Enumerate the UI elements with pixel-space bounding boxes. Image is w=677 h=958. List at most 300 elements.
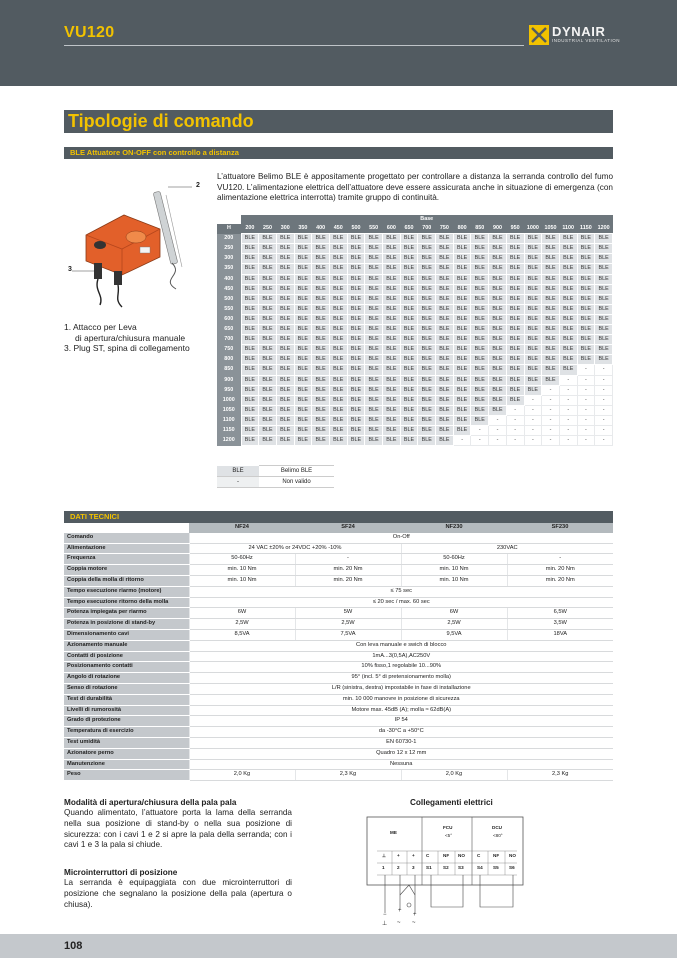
compat-cell-ble: BLE bbox=[241, 405, 259, 415]
tech-value: 6W bbox=[189, 608, 295, 619]
tech-value: da -30°C a +50°C bbox=[189, 727, 613, 738]
compat-cell-invalid: - bbox=[559, 425, 577, 435]
tech-row-label: Potenza impiegata per riarmo bbox=[64, 608, 189, 619]
compat-cell-ble: BLE bbox=[365, 274, 383, 284]
compat-cell-ble: BLE bbox=[559, 335, 577, 345]
compat-cell-ble: BLE bbox=[400, 395, 418, 405]
compat-cell-invalid: - bbox=[542, 436, 560, 446]
compat-cell-ble: BLE bbox=[241, 375, 259, 385]
h-row-header: 850 bbox=[217, 365, 241, 375]
compat-cell-ble: BLE bbox=[276, 365, 294, 375]
legend-desc-ble: Belimo BLE bbox=[259, 466, 334, 477]
compat-cell-ble: BLE bbox=[312, 264, 330, 274]
subsection-title: BLE Attuatore ON-OFF con controllo a distanza bbox=[70, 148, 239, 157]
tech-row bbox=[64, 554, 613, 565]
compat-cell-ble: BLE bbox=[559, 345, 577, 355]
compat-cell-ble: BLE bbox=[294, 234, 312, 244]
compat-cell-ble: BLE bbox=[559, 325, 577, 335]
compat-cell-ble: BLE bbox=[489, 335, 507, 345]
callout-3: 3 bbox=[68, 266, 72, 273]
compat-cell-invalid: - bbox=[506, 425, 524, 435]
supply-bottom-ac1: ~ bbox=[397, 920, 401, 926]
compat-cell-ble: BLE bbox=[453, 234, 471, 244]
compat-cell-ble: BLE bbox=[365, 365, 383, 375]
h-row-header: 200 bbox=[217, 234, 241, 244]
compat-cell-ble: BLE bbox=[365, 284, 383, 294]
compat-cell-ble: BLE bbox=[347, 254, 365, 264]
compat-cell-invalid: - bbox=[595, 415, 613, 425]
compat-cell-ble: BLE bbox=[241, 304, 259, 314]
compat-cell-ble: BLE bbox=[383, 314, 401, 324]
compat-cell-ble: BLE bbox=[436, 415, 454, 425]
tech-value: 2,5W bbox=[189, 619, 295, 630]
tech-value: min. 20 Nm bbox=[507, 575, 613, 586]
compat-cell-ble: BLE bbox=[400, 284, 418, 294]
h-row-header: 1200 bbox=[217, 436, 241, 446]
compat-cell-ble: BLE bbox=[383, 365, 401, 375]
tech-value: EN 60730-1 bbox=[189, 737, 613, 748]
compat-cell-ble: BLE bbox=[276, 234, 294, 244]
wiring-sign: C bbox=[426, 853, 430, 858]
compat-cell-invalid: - bbox=[542, 405, 560, 415]
compat-cell-ble: BLE bbox=[241, 294, 259, 304]
compat-cell-ble: BLE bbox=[436, 294, 454, 304]
compat-cell-ble: BLE bbox=[542, 355, 560, 365]
compat-cell-ble: BLE bbox=[276, 385, 294, 395]
compat-cell-ble: BLE bbox=[276, 415, 294, 425]
compat-cell-ble: BLE bbox=[471, 294, 489, 304]
compat-cell-ble: BLE bbox=[312, 274, 330, 284]
compat-cell-invalid: - bbox=[542, 425, 560, 435]
h-row-header: 250 bbox=[217, 244, 241, 254]
compat-cell-ble: BLE bbox=[400, 415, 418, 425]
tech-value: min. 10 Nm bbox=[401, 575, 507, 586]
tech-row-label: Peso bbox=[64, 770, 189, 781]
h-row-header: 600 bbox=[217, 314, 241, 324]
compat-cell-ble: BLE bbox=[241, 284, 259, 294]
compat-cell-ble: BLE bbox=[418, 395, 436, 405]
compat-cell-invalid: - bbox=[577, 375, 595, 385]
tech-value: 230VAC bbox=[401, 543, 613, 554]
tech-value: L/R (sinistra, destra) impostabile in fase di installazione bbox=[189, 683, 613, 694]
compat-cell-ble: BLE bbox=[329, 274, 347, 284]
wiring-block-me: ME bbox=[390, 830, 397, 835]
compat-cell-ble: BLE bbox=[418, 264, 436, 274]
wiring-block-dcu-sub: <80° bbox=[493, 833, 503, 838]
compat-cell-ble: BLE bbox=[259, 325, 277, 335]
tech-row-label: Coppia motore bbox=[64, 565, 189, 576]
compat-cell-ble: BLE bbox=[453, 244, 471, 254]
tech-row bbox=[64, 759, 613, 770]
compat-cell-ble: BLE bbox=[400, 335, 418, 345]
compat-cell-ble: BLE bbox=[294, 325, 312, 335]
compat-cell-invalid: - bbox=[577, 415, 595, 425]
compat-cell-ble: BLE bbox=[506, 294, 524, 304]
tech-value: 9,5VA bbox=[401, 629, 507, 640]
compat-cell-ble: BLE bbox=[259, 294, 277, 304]
tech-col-header: NF24 bbox=[189, 523, 295, 533]
compat-cell-ble: BLE bbox=[383, 395, 401, 405]
wiring-terminal: S2 bbox=[443, 865, 449, 870]
compat-cell-ble: BLE bbox=[294, 264, 312, 274]
compat-cell-ble: BLE bbox=[506, 355, 524, 365]
tech-row bbox=[64, 619, 613, 630]
compat-row bbox=[217, 375, 613, 385]
compat-cell-ble: BLE bbox=[276, 274, 294, 284]
compat-cell-ble: BLE bbox=[489, 244, 507, 254]
compat-cell-ble: BLE bbox=[365, 294, 383, 304]
modalita-text: Quando alimentato, l’attuatore porta la lama della serranda nella sua posizione di stand-by o nella sua posizione di sicurezza: con i cavi 1 e 2 si apre la pala della serranda; con i cavi 1 e 3 la pala si chiude. bbox=[64, 808, 292, 850]
compat-row bbox=[217, 284, 613, 294]
base-col-header: 700 bbox=[418, 224, 436, 234]
h-row-header: 550 bbox=[217, 304, 241, 314]
compat-cell-ble: BLE bbox=[241, 325, 259, 335]
compat-cell-ble: BLE bbox=[418, 385, 436, 395]
compat-cell-invalid: - bbox=[595, 385, 613, 395]
tech-value: min. 20 Nm bbox=[507, 565, 613, 576]
compat-cell-ble: BLE bbox=[577, 244, 595, 254]
compat-cell-ble: BLE bbox=[276, 355, 294, 365]
compat-cell-ble: BLE bbox=[489, 314, 507, 324]
compat-cell-ble: BLE bbox=[241, 264, 259, 274]
compat-cell-ble: BLE bbox=[400, 385, 418, 395]
compat-cell-ble: BLE bbox=[365, 264, 383, 274]
tech-value: IP 54 bbox=[189, 716, 613, 727]
compat-cell-ble: BLE bbox=[383, 294, 401, 304]
compat-cell-ble: BLE bbox=[383, 415, 401, 425]
compat-cell-ble: BLE bbox=[595, 284, 613, 294]
tech-row-label: Potenza in posizione di stand-by bbox=[64, 619, 189, 630]
compat-cell-ble: BLE bbox=[383, 355, 401, 365]
wiring-terminal: S3 bbox=[458, 865, 464, 870]
h-row-header: 1050 bbox=[217, 405, 241, 415]
compat-cell-ble: BLE bbox=[329, 385, 347, 395]
compat-cell-ble: BLE bbox=[259, 304, 277, 314]
tech-data-title: DATI TECNICI bbox=[70, 512, 120, 521]
h-row-header: 800 bbox=[217, 355, 241, 365]
h-row-header: 1150 bbox=[217, 425, 241, 435]
compat-cell-ble: BLE bbox=[577, 274, 595, 284]
compat-cell-ble: BLE bbox=[329, 395, 347, 405]
legend-code-ble: BLE bbox=[217, 466, 259, 477]
compat-cell-ble: BLE bbox=[489, 325, 507, 335]
compat-cell-ble: BLE bbox=[383, 375, 401, 385]
compat-cell-ble: BLE bbox=[400, 325, 418, 335]
compat-cell-ble: BLE bbox=[276, 436, 294, 446]
compat-cell-ble: BLE bbox=[453, 325, 471, 335]
compat-cell-ble: BLE bbox=[383, 304, 401, 314]
compat-cell-ble: BLE bbox=[329, 415, 347, 425]
tech-value: 5W bbox=[295, 608, 401, 619]
compat-cell-ble: BLE bbox=[506, 375, 524, 385]
tech-value: 2,0 Kg bbox=[401, 770, 507, 781]
tech-value: 50-60Hz bbox=[401, 554, 507, 565]
compat-cell-invalid: - bbox=[559, 436, 577, 446]
compat-cell-ble: BLE bbox=[542, 345, 560, 355]
tech-value: 50-60Hz bbox=[189, 554, 295, 565]
compat-cell-invalid: - bbox=[577, 405, 595, 415]
base-col-header: 800 bbox=[453, 224, 471, 234]
compat-cell-ble: BLE bbox=[471, 254, 489, 264]
compat-cell-ble: BLE bbox=[241, 355, 259, 365]
compat-cell-ble: BLE bbox=[436, 234, 454, 244]
compat-cell-ble: BLE bbox=[524, 325, 542, 335]
supply-bottom-ground: ⊥ bbox=[382, 921, 388, 927]
compat-cell-ble: BLE bbox=[595, 355, 613, 365]
h-row-header: 350 bbox=[217, 264, 241, 274]
micro-text: La serranda è equipaggiata con due microinterruttori di posizione che segnalano la posizione della pala (apertura o chiusa). bbox=[64, 878, 292, 909]
compat-cell-ble: BLE bbox=[329, 284, 347, 294]
compat-cell-ble: BLE bbox=[559, 284, 577, 294]
compat-cell-ble: BLE bbox=[276, 325, 294, 335]
subsection-bar bbox=[64, 147, 613, 159]
compat-cell-ble: BLE bbox=[276, 294, 294, 304]
tech-value: 18VA bbox=[507, 629, 613, 640]
compat-cell-ble: BLE bbox=[489, 345, 507, 355]
tech-value: min. 10 000 manovre in posizione di sicurezza bbox=[189, 694, 613, 705]
tech-value: 7,5VA bbox=[295, 629, 401, 640]
compat-cell-ble: BLE bbox=[294, 314, 312, 324]
compat-cell-ble: BLE bbox=[259, 385, 277, 395]
compat-cell-ble: BLE bbox=[294, 375, 312, 385]
compat-cell-ble: BLE bbox=[347, 274, 365, 284]
compat-cell-ble: BLE bbox=[489, 304, 507, 314]
base-col-header: 500 bbox=[347, 224, 365, 234]
compat-cell-ble: BLE bbox=[241, 335, 259, 345]
compat-cell-ble: BLE bbox=[418, 436, 436, 446]
wiring-terminal: 1 bbox=[382, 865, 385, 870]
h-row-header: 1000 bbox=[217, 395, 241, 405]
compat-cell-ble: BLE bbox=[347, 365, 365, 375]
tech-row-label: Posizionamento contatti bbox=[64, 662, 189, 673]
compat-cell-ble: BLE bbox=[241, 254, 259, 264]
compat-cell-ble: BLE bbox=[276, 375, 294, 385]
compat-cell-invalid: - bbox=[489, 415, 507, 425]
compat-cell-ble: BLE bbox=[259, 274, 277, 284]
logo-mark-icon bbox=[529, 25, 549, 45]
compat-cell-ble: BLE bbox=[329, 264, 347, 274]
compat-cell-ble: BLE bbox=[241, 345, 259, 355]
compat-cell-ble: BLE bbox=[453, 405, 471, 415]
compat-cell-ble: BLE bbox=[400, 405, 418, 415]
compat-cell-ble: BLE bbox=[259, 375, 277, 385]
compat-cell-ble: BLE bbox=[294, 345, 312, 355]
h-row-header: 650 bbox=[217, 325, 241, 335]
compat-cell-ble: BLE bbox=[347, 284, 365, 294]
compat-cell-ble: BLE bbox=[436, 425, 454, 435]
compat-cell-ble: BLE bbox=[259, 314, 277, 324]
compat-cell-ble: BLE bbox=[294, 365, 312, 375]
base-col-header: 200 bbox=[241, 224, 259, 234]
compat-row bbox=[217, 355, 613, 365]
compat-cell-ble: BLE bbox=[312, 355, 330, 365]
compat-cell-ble: BLE bbox=[577, 314, 595, 324]
compat-cell-ble: BLE bbox=[276, 405, 294, 415]
compat-cell-ble: BLE bbox=[329, 375, 347, 385]
compat-cell-ble: BLE bbox=[347, 385, 365, 395]
h-row-header: 450 bbox=[217, 284, 241, 294]
compat-cell-ble: BLE bbox=[524, 385, 542, 395]
compat-cell-ble: BLE bbox=[347, 304, 365, 314]
tech-value: 2,0 Kg bbox=[189, 770, 295, 781]
compat-cell-ble: BLE bbox=[241, 365, 259, 375]
tech-row-label: Livelli di rumorosità bbox=[64, 705, 189, 716]
compat-cell-ble: BLE bbox=[595, 304, 613, 314]
compat-cell-ble: BLE bbox=[418, 325, 436, 335]
compat-cell-ble: BLE bbox=[436, 436, 454, 446]
compat-cell-ble: BLE bbox=[506, 395, 524, 405]
tech-col-header: SF24 bbox=[295, 523, 401, 533]
compat-cell-ble: BLE bbox=[383, 335, 401, 345]
compat-cell-ble: BLE bbox=[241, 274, 259, 284]
compat-row bbox=[217, 314, 613, 324]
compat-cell-ble: BLE bbox=[471, 314, 489, 324]
compat-cell-ble: BLE bbox=[312, 304, 330, 314]
compat-cell-ble: BLE bbox=[347, 395, 365, 405]
compat-cell-ble: BLE bbox=[276, 395, 294, 405]
tech-corner bbox=[64, 523, 189, 533]
compat-cell-ble: BLE bbox=[489, 264, 507, 274]
base-col-header: 1000 bbox=[524, 224, 542, 234]
compat-cell-ble: BLE bbox=[577, 335, 595, 345]
wiring-sign: NO bbox=[458, 853, 465, 858]
tech-col-header: NF230 bbox=[401, 523, 507, 533]
tech-value: 6,5W bbox=[507, 608, 613, 619]
compat-cell-ble: BLE bbox=[329, 405, 347, 415]
compat-cell-ble: BLE bbox=[453, 254, 471, 264]
compat-cell-ble: BLE bbox=[329, 304, 347, 314]
tech-row bbox=[64, 543, 613, 554]
compat-row bbox=[217, 254, 613, 264]
compat-cell-ble: BLE bbox=[471, 335, 489, 345]
compat-cell-ble: BLE bbox=[259, 234, 277, 244]
compat-cell-ble: BLE bbox=[347, 345, 365, 355]
tech-row-label: Manutenzione bbox=[64, 759, 189, 770]
tech-row-label: Temperatura di esercizio bbox=[64, 727, 189, 738]
wiring-sign: + bbox=[397, 853, 400, 858]
compat-cell-ble: BLE bbox=[294, 294, 312, 304]
compat-cell-invalid: - bbox=[524, 415, 542, 425]
tech-row-label: Azionatore perno bbox=[64, 748, 189, 759]
compat-cell-ble: BLE bbox=[418, 405, 436, 415]
tech-row bbox=[64, 716, 613, 727]
tech-row-label: Senso di rotazione bbox=[64, 683, 189, 694]
compat-cell-ble: BLE bbox=[294, 425, 312, 435]
compat-cell-ble: BLE bbox=[312, 234, 330, 244]
compat-cell-ble: BLE bbox=[276, 264, 294, 274]
tech-row bbox=[64, 651, 613, 662]
compat-cell-ble: BLE bbox=[489, 375, 507, 385]
compat-cell-invalid: - bbox=[559, 395, 577, 405]
compat-cell-ble: BLE bbox=[241, 436, 259, 446]
tech-value: 1mA...3(0,5A),AC250V bbox=[189, 651, 613, 662]
compat-row bbox=[217, 385, 613, 395]
compat-cell-ble: BLE bbox=[524, 294, 542, 304]
compat-cell-ble: BLE bbox=[365, 405, 383, 415]
corner-cell bbox=[217, 215, 241, 224]
tech-value: - bbox=[295, 554, 401, 565]
compat-cell-ble: BLE bbox=[506, 314, 524, 324]
wiring-title: Collegamenti elettrici bbox=[410, 798, 493, 807]
compat-cell-ble: BLE bbox=[524, 284, 542, 294]
compat-cell-ble: BLE bbox=[259, 284, 277, 294]
compat-cell-ble: BLE bbox=[276, 345, 294, 355]
wiring-sign: NF bbox=[443, 853, 450, 858]
tech-value: 2,3 Kg bbox=[295, 770, 401, 781]
compat-cell-ble: BLE bbox=[365, 335, 383, 345]
compat-cell-ble: BLE bbox=[312, 254, 330, 264]
logo-name: DYNAIR bbox=[552, 24, 606, 39]
wiring-block-fcu: FCU bbox=[443, 825, 453, 830]
compat-cell-invalid: - bbox=[595, 395, 613, 405]
compat-cell-ble: BLE bbox=[506, 254, 524, 264]
actuator-illustration bbox=[64, 175, 204, 315]
legend-item-1b: di apertura/chiusura manuale bbox=[75, 332, 186, 343]
compat-cell-ble: BLE bbox=[453, 415, 471, 425]
compat-cell-ble: BLE bbox=[276, 254, 294, 264]
compat-cell-ble: BLE bbox=[383, 274, 401, 284]
compat-cell-ble: BLE bbox=[489, 254, 507, 264]
compat-cell-invalid: - bbox=[559, 405, 577, 415]
compat-cell-ble: BLE bbox=[453, 274, 471, 284]
compat-row bbox=[217, 264, 613, 274]
tech-row-label: Coppia della molla di ritorno bbox=[64, 575, 189, 586]
compat-cell-ble: BLE bbox=[365, 304, 383, 314]
supply-top-neg: − bbox=[383, 912, 387, 918]
tech-row-label: Tempo esecuzione riarmo (motore) bbox=[64, 586, 189, 597]
compat-cell-ble: BLE bbox=[259, 405, 277, 415]
compat-cell-ble: BLE bbox=[259, 244, 277, 254]
compat-cell-invalid: - bbox=[489, 425, 507, 435]
compat-cell-invalid: - bbox=[577, 365, 595, 375]
modalita-heading: Modalità di apertura/chiusura della pala pala bbox=[64, 798, 237, 807]
compat-cell-invalid: - bbox=[506, 415, 524, 425]
compat-cell-ble: BLE bbox=[312, 365, 330, 375]
compat-cell-ble: BLE bbox=[347, 294, 365, 304]
compat-cell-ble: BLE bbox=[524, 345, 542, 355]
compat-cell-ble: BLE bbox=[542, 304, 560, 314]
wiring-terminal: 3 bbox=[412, 865, 415, 870]
compat-cell-ble: BLE bbox=[542, 314, 560, 324]
compat-cell-invalid: - bbox=[542, 415, 560, 425]
tech-row-label: Azionamento manuale bbox=[64, 640, 189, 651]
page-number: 108 bbox=[64, 940, 83, 952]
compat-cell-ble: BLE bbox=[400, 264, 418, 274]
wiring-terminal: S5 bbox=[493, 865, 499, 870]
compat-cell-ble: BLE bbox=[542, 365, 560, 375]
model-title: VU120 bbox=[64, 24, 115, 41]
compat-cell-ble: BLE bbox=[259, 415, 277, 425]
compat-cell-ble: BLE bbox=[347, 234, 365, 244]
compat-cell-ble: BLE bbox=[577, 325, 595, 335]
compat-cell-ble: BLE bbox=[559, 274, 577, 284]
compat-cell-ble: BLE bbox=[312, 284, 330, 294]
wiring-terminal: S4 bbox=[477, 865, 483, 870]
tech-row bbox=[64, 640, 613, 651]
compat-cell-ble: BLE bbox=[365, 385, 383, 395]
compat-cell-ble: BLE bbox=[312, 436, 330, 446]
compat-cell-ble: BLE bbox=[595, 264, 613, 274]
compat-cell-ble: BLE bbox=[471, 415, 489, 425]
supply-top-pos1: + bbox=[398, 908, 402, 914]
base-col-header: 350 bbox=[294, 224, 312, 234]
compat-cell-ble: BLE bbox=[418, 355, 436, 365]
compat-cell-ble: BLE bbox=[418, 244, 436, 254]
compat-cell-ble: BLE bbox=[436, 355, 454, 365]
compat-cell-ble: BLE bbox=[294, 415, 312, 425]
base-col-header: 250 bbox=[259, 224, 277, 234]
compat-cell-ble: BLE bbox=[400, 365, 418, 375]
